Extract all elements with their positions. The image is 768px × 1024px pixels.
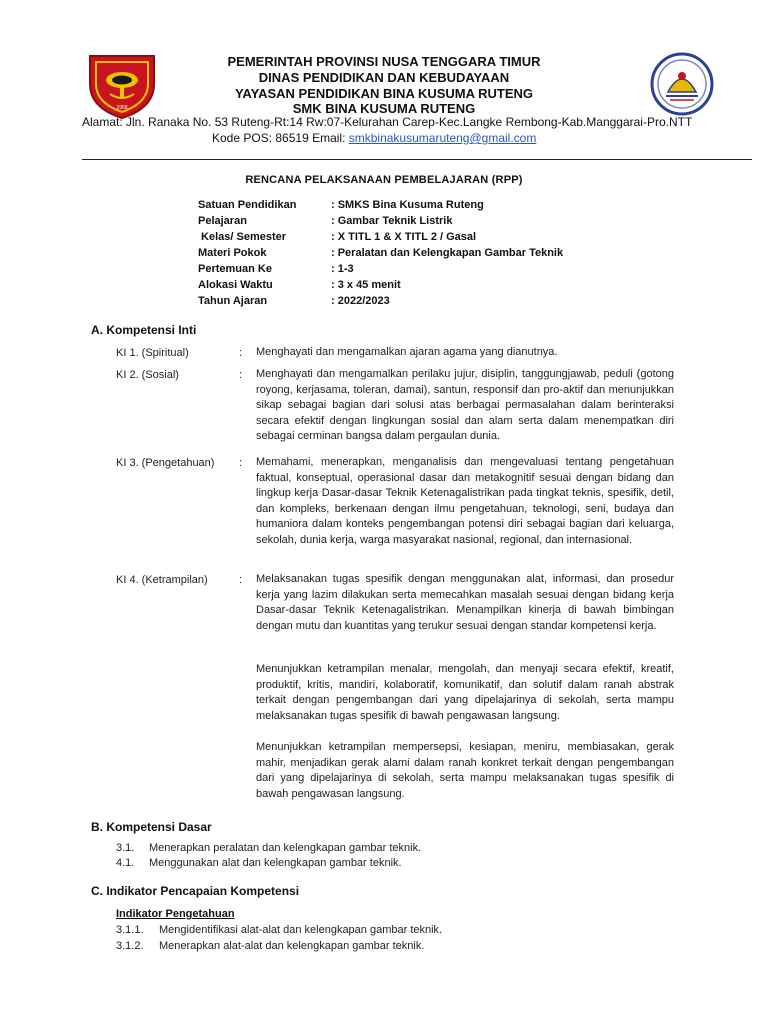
header-government: PEMERINTAH PROVINSI NUSA TENGGARA TIMUR <box>227 54 541 69</box>
identity-key: Pertemuan Ke <box>198 263 272 275</box>
ki-colon: : <box>239 574 243 586</box>
ki-colon: : <box>239 347 243 359</box>
identity-key: Satuan Pendidikan <box>198 199 297 211</box>
ki-label: KI 4. (Ketrampilan) <box>116 574 208 586</box>
header-address: Alamat: Jln. Ranaka No. 53 Ruteng-Rt:14 Rw:07-Kelurahan Carep-Kec.Langke Rembong-Kab.Manggarai-Pro.NTT <box>82 115 693 129</box>
identity-value: : Gambar Teknik Listrik <box>331 215 453 227</box>
ki-paragraph: Memahami, menerapkan, menganalisis dan mengevaluasi tentang pengetahuan faktual, konseptual, operasional dasar dan metakognitif sesuai dengan bidang dan lingkup kerja Dasar-dasar Teknik Ketenagalistrikan pada tingkat teknis, spesifik, detil, dan kompleks, berkenaan dengan ilmu pengetahuan, teknologi, seni, budaya dan humaniora dalam konteks pengembangan potensi diri sebagai bagian dari keluarga, sekolah, dunia kerja, warga masyarakat nasional, regional, dan internasional. <box>256 456 674 546</box>
header-school: SMK BINA KUSUMA RUTENG <box>292 101 476 116</box>
kd-text: Menggunakan alat dan kelengkapan gambar teknik. <box>149 857 402 869</box>
header-contact <box>212 131 536 145</box>
email-link[interactable]: smkbinakusumaruteng@gmail.com <box>348 131 537 145</box>
section-c-title: C. Indikator Pencapaian Kompetensi <box>91 884 300 898</box>
indicator-text: Menerapkan alat-alat dan kelengkapan gambar teknik. <box>159 940 425 952</box>
identity-value: : 1-3 <box>331 263 354 275</box>
header-divider <box>82 159 752 160</box>
header-department: DINAS PENDIDIKAN DAN KEBUDAYAAN <box>258 70 510 85</box>
ki-label: KI 2. (Sosial) <box>116 369 179 381</box>
indicator-number: 3.1.1. <box>116 924 144 936</box>
identity-value: : 3 x 45 menit <box>331 279 401 291</box>
identity-value: : Peralatan dan Kelengkapan Gambar Teknik <box>331 247 564 259</box>
kd-number: 4.1. <box>116 857 135 869</box>
header-foundation: YAYASAN PENDIDIKAN BINA KUSUMA RUTENG <box>234 86 534 101</box>
kd-number: 3.1. <box>116 842 135 854</box>
indicator-subtitle: Indikator Pengetahuan <box>116 908 235 920</box>
identity-value: : 2022/2023 <box>331 295 390 307</box>
ki-label: KI 3. (Pengetahuan) <box>116 457 215 469</box>
ki-colon: : <box>239 457 243 469</box>
ki-paragraph: Melaksanakan tugas spesifik dengan menggunakan alat, informasi, dan prosedur kerja yang lazim dilakukan serta memecahkan masalah sesuai dengan bidang kerja Dasar-dasar Teknik Ketenagalistrikan. Menampilkan kinerja di bawah bimbingan dengan mutu dan kuantitas yang terukur sesuai dengan standar kompetensi kerja. <box>256 573 674 632</box>
ki-paragraph: Menghayati dan mengamalkan perilaku jujur, disiplin, tanggungjawab, peduli (gotong royong, kerjasama, toleran, damai), santun, responsif dan pro-aktif dan menunjukkan sikap sebagai bagian dari solusi atas berbagai permasalahan dalam berinteraksi secara efektif dengan lingkungan sosial dan alam serta dalam menempatkan diri sebagai cerminan bangsa dalam pergaulan dunia. <box>256 368 674 443</box>
ki-label: KI 1. (Spiritual) <box>116 347 189 359</box>
identity-key: Kelas/ Semester <box>198 231 287 243</box>
identity-key: Alokasi Waktu <box>198 279 273 291</box>
section-b-title: B. Kompetensi Dasar <box>91 820 212 834</box>
indicator-text: Mengidentifikasi alat-alat dan kelengkapan gambar teknik. <box>159 924 443 936</box>
ki-paragraph: Menunjukkan ketrampilan mempersepsi, kesiapan, meniru, membiasakan, gerak mahir, menjadikan gerak alami dalam ranah konkret terkait dengan pengembangan dari yang dipelajarinya di sekolah, serta mampu melaksanakan tugas spesifik di bawah pengawasan langsung. <box>256 741 674 800</box>
postal-code: Kode POS: 86519 Email: <box>212 131 349 145</box>
identity-key: Materi Pokok <box>198 247 267 259</box>
kd-text: Menerapkan peralatan dan kelengkapan gambar teknik. <box>149 842 422 854</box>
ki-paragraph: Menghayati dan mengamalkan ajaran agama yang dianutnya. <box>256 346 558 358</box>
ki-paragraph: Menunjukkan ketrampilan menalar, mengolah, dan menyaji secara efektif, kreatif, produktif, kritis, mandiri, kolaboratif, komunikatif, dan solutif dalam ranah abstrak terkait dengan pengembangan dari yang dipelajarinya di sekolah, serta mampu melaksanakan tugas spesifik di bawah pengawasan langsung. <box>256 663 674 722</box>
identity-key: Tahun Ajaran <box>198 295 268 307</box>
section-a-title: A. Kompetensi Inti <box>91 323 197 337</box>
svg-text:1958: 1958 <box>116 105 128 111</box>
ki-colon: : <box>239 369 243 381</box>
document-title: RENCANA PELAKSANAAN PEMBELAJARAN (RPP) <box>245 174 523 186</box>
identity-key: Pelajaran <box>198 215 247 227</box>
identity-value: : X TITL 1 & X TITL 2 / Gasal <box>331 231 477 243</box>
identity-value: : SMKS Bina Kusuma Ruteng <box>331 199 484 211</box>
indicator-number: 3.1.2. <box>116 940 144 952</box>
